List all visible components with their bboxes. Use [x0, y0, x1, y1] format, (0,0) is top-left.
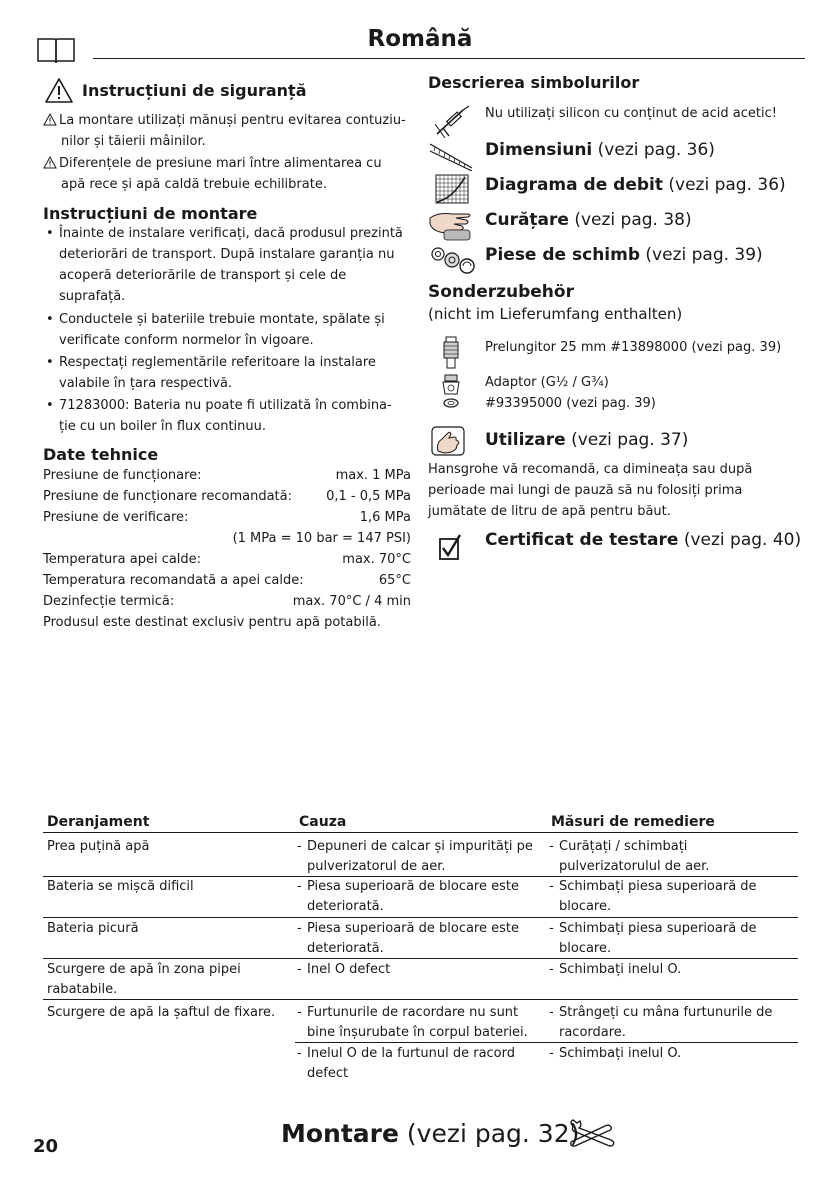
- page-number: 20: [33, 1136, 59, 1157]
- table-cell-fix: - Schimbați piesa superioară de blocare.: [549, 921, 757, 956]
- table-cell-cause: - Piesa superioară de blocare este deteriorată.: [297, 879, 519, 914]
- accessories-subheading: (nicht im Lieferumfang enthalten): [428, 305, 683, 323]
- table-cell-fix: - Schimbați inelul O.: [549, 1046, 682, 1061]
- safety-heading: Instrucțiuni de siguranță: [82, 81, 307, 100]
- adaptor-icon: [441, 374, 461, 410]
- mounting-link[interactable]: Montare (vezi pag. 32): [281, 1119, 580, 1148]
- table-header-fault: Deranjament: [47, 814, 150, 830]
- flow-diagram-icon: [435, 174, 469, 204]
- flow-diagram-link[interactable]: Diagrama de debit (vezi pag. 36): [485, 175, 786, 195]
- extension-icon: [441, 336, 461, 370]
- spare-parts-icon: [429, 244, 477, 276]
- table-row: Bateria se mișcă dificil: [47, 879, 194, 894]
- accessories-heading: Sonderzubehör: [428, 282, 574, 302]
- table-cell-cause: - Depuneri de calcar și impurități pe pulverizatorul de aer.: [297, 839, 533, 874]
- extension-note: Prelungitor 25 mm #13898000 (vezi pag. 39): [485, 340, 782, 355]
- table-header-rule: [43, 832, 798, 833]
- warning-small-icon: [43, 113, 57, 126]
- table-row-rule: [43, 999, 798, 1000]
- silicone-note: Nu utilizați silicon cu conținut de acid acetic!: [485, 106, 777, 121]
- advice-text: Hansgrohe vă recomandă, ca dimineața sau după perioade mai lungi de pauză să nu folosiți prima jumătate de litru de apă pentru băut.: [428, 462, 753, 519]
- install-bullet: • Respectați reglementările referitoare la instalare valabile în țara respectivă.: [46, 355, 376, 391]
- table-cell-cause: - Furtunurile de racordare nu sunt bine înșurubate în corpul bateriei.: [297, 1005, 528, 1040]
- tech-heading: Date tehnice: [43, 445, 159, 464]
- warning-small-icon: [43, 156, 57, 169]
- header-rule: [93, 58, 805, 59]
- usage-hand-icon: [430, 425, 466, 457]
- silicone-gun-icon: [433, 104, 473, 138]
- wrench-icon: [567, 1118, 617, 1148]
- ruler-icon: [429, 141, 473, 171]
- spare-parts-link[interactable]: Piese de schimb (vezi pag. 39): [485, 245, 763, 265]
- usage-link[interactable]: Utilizare (vezi pag. 37): [485, 430, 689, 450]
- table-row: Bateria picură: [47, 921, 139, 936]
- table-cell-fix: - Schimbați piesa superioară de blocare.: [549, 879, 757, 914]
- install-bullet: • Conductele și bateriile trebuie montate, spălate și verificate conform normelor în vigoare.: [46, 312, 385, 348]
- install-heading: Instrucțiuni de montare: [43, 204, 258, 223]
- cleaning-hand-icon: [428, 208, 474, 242]
- table-cell-fix: - Curățați / schimbați pulverizatorulul de aer.: [549, 839, 710, 874]
- table-cell-fix: - Strângeți cu mâna furtunurile de racordare.: [549, 1005, 773, 1040]
- adaptor-line-2: #93395000 (vezi pag. 39): [485, 396, 656, 411]
- checkbox-checked-icon: [438, 533, 462, 561]
- dimensions-link[interactable]: Dimensiuni (vezi pag. 36): [485, 140, 715, 160]
- table-cell-cause: - Inelul O de la furtunul de racord defect: [297, 1046, 516, 1081]
- table-row-rule: [295, 1042, 798, 1043]
- symbols-heading: Descrierea simbolurilor: [428, 73, 640, 92]
- install-bullet: • 71283000: Bateria nu poate fi utilizată în combina- ție cu un boiler în flux continuu.: [46, 398, 392, 434]
- table-row: Scurgere de apă în zona pipei rabatabile.: [47, 962, 241, 997]
- table-row: Scurgere de apă la șaftul de fixare.: [47, 1005, 276, 1020]
- install-bullet: • Înainte de instalare verificați, dacă produsul prezintă deteriorări de transport. După instalare garanția nu acoperă deteriorările de transport și cele de suprafață.: [46, 226, 403, 304]
- table-header-cause: Cauza: [299, 814, 347, 830]
- cleaning-link[interactable]: Curățare (vezi pag. 38): [485, 210, 692, 230]
- adaptor-line-1: Adaptor (G½ / G¾): [485, 375, 609, 390]
- table-cell-cause: - Inel O defect: [297, 962, 391, 977]
- table-row-rule: [43, 958, 798, 959]
- table-row-rule: [43, 917, 798, 918]
- page-title: Română: [367, 26, 473, 52]
- safety-item: Diferențele de presiune mari între alimentarea cu apă rece și apă caldă trebuie echilibrate.: [43, 153, 408, 195]
- tech-note: Produsul este destinat exclusiv pentru apă potabilă.: [43, 615, 381, 630]
- warning-icon: [44, 77, 74, 104]
- table-header-fix: Măsuri de remediere: [551, 814, 715, 830]
- table-cell-fix: - Schimbați inelul O.: [549, 962, 682, 977]
- table-row: Prea puțină apă: [47, 839, 150, 854]
- table-cell-cause: - Piesa superioară de blocare este deteriorată.: [297, 921, 519, 956]
- certificate-link[interactable]: Certificat de testare (vezi pag. 40): [485, 530, 802, 550]
- safety-item: La montare utilizați mănuși pentru evitarea contuziu- nilor și tăierii mâinilor.: [43, 110, 408, 152]
